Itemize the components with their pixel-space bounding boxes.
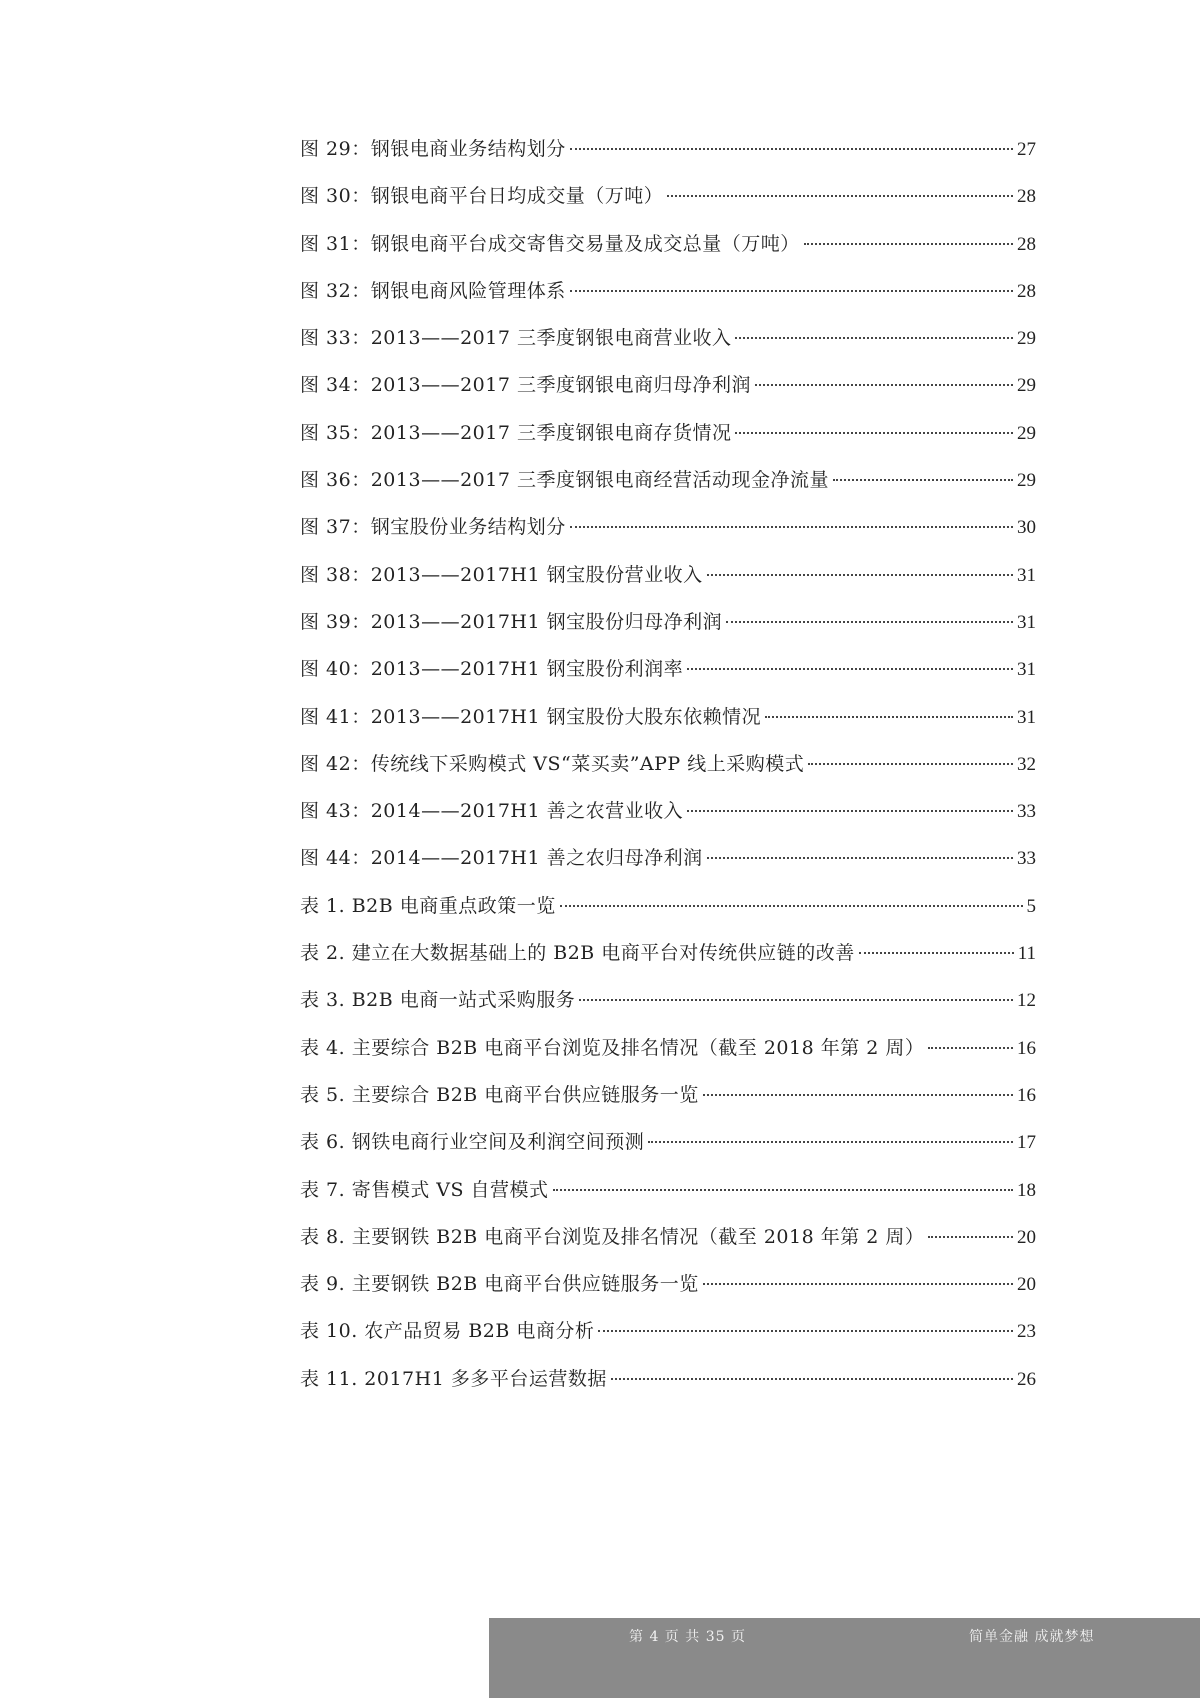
- toc-dot-leader: [579, 999, 1013, 1001]
- toc-entry[interactable]: [300, 325, 1036, 372]
- toc-entry-label: 图 32：钢银电商风险管理体系: [300, 279, 566, 302]
- toc-entry-page-number: 12: [1017, 990, 1036, 1012]
- toc-entry[interactable]: [300, 1366, 1036, 1413]
- toc-entry-label: 图 36：2013——2017 三季度钢银电商经营活动现金净流量: [300, 469, 829, 492]
- toc-dot-leader: [808, 763, 1013, 765]
- toc-entry-page-number: 26: [1017, 1368, 1036, 1390]
- toc-entry-page-number: 28: [1017, 280, 1036, 302]
- toc-entry-page-number: 29: [1017, 328, 1036, 350]
- toc-dot-leader: [667, 195, 1013, 197]
- toc-entry[interactable]: [300, 562, 1036, 609]
- toc-entry-page-number: 28: [1017, 186, 1036, 208]
- toc-entry-label: 表 9. 主要钢铁 B2B 电商平台供应链服务一览: [300, 1273, 699, 1296]
- toc-entry-label: 图 44：2014——2017H1 善之农归母净利润: [300, 847, 703, 870]
- toc-entry-label: 表 6. 钢铁电商行业空间及利润空间预测: [300, 1131, 645, 1154]
- toc-dot-leader: [765, 716, 1013, 718]
- toc-entry-label: 图 33：2013——2017 三季度钢银电商营业收入: [300, 327, 732, 350]
- toc-entry[interactable]: [300, 372, 1036, 419]
- toc-entry-label: 图 31：钢银电商平台成交寄售交易量及成交总量（万吨）: [300, 232, 800, 255]
- toc-entry[interactable]: [300, 1129, 1036, 1176]
- toc-dot-leader: [833, 479, 1013, 481]
- toc-dot-leader: [703, 1283, 1013, 1285]
- toc-entry-label: 图 37：钢宝股份业务结构划分: [300, 516, 566, 539]
- toc-dot-leader: [928, 1236, 1013, 1238]
- toc-dot-leader: [703, 1094, 1013, 1096]
- toc-entry-page-number: 31: [1017, 706, 1036, 728]
- toc-dot-leader: [598, 1330, 1013, 1332]
- toc-entry-page-number: 33: [1017, 801, 1036, 823]
- toc-entry[interactable]: [300, 987, 1036, 1034]
- toc-entry-page-number: 31: [1017, 611, 1036, 633]
- toc-entry[interactable]: [300, 751, 1036, 798]
- toc-entry-label: 表 2. 建立在大数据基础上的 B2B 电商平台对传统供应链的改善: [300, 942, 855, 965]
- toc-entry-label: 表 3. B2B 电商一站式采购服务: [300, 989, 576, 1012]
- toc-dot-leader: [726, 621, 1013, 623]
- toc-entry-label: 图 42：传统线下采购模式 VS“菜买卖”APP 线上采购模式: [300, 752, 805, 775]
- toc-dot-leader: [570, 290, 1013, 292]
- toc-dot-leader: [687, 668, 1013, 670]
- toc-entry[interactable]: [300, 514, 1036, 561]
- toc-dot-leader: [687, 810, 1013, 812]
- toc-entry-page-number: 29: [1017, 470, 1036, 492]
- toc-entry-page-number: 16: [1017, 1084, 1036, 1106]
- toc-entry[interactable]: [300, 656, 1036, 703]
- toc-entry-label: 图 39：2013——2017H1 钢宝股份归母净利润: [300, 610, 723, 633]
- toc-entry-page-number: 32: [1017, 753, 1036, 775]
- toc-dot-leader: [859, 952, 1014, 954]
- toc-entry[interactable]: [300, 940, 1036, 987]
- toc-entry-page-number: 29: [1017, 422, 1036, 444]
- toc-entry[interactable]: [300, 1271, 1036, 1318]
- toc-dot-leader: [735, 337, 1013, 339]
- toc-dot-leader: [611, 1378, 1013, 1380]
- toc-entry-label: 表 7. 寄售模式 VS 自营模式: [300, 1178, 549, 1201]
- toc-entry-label: 表 8. 主要钢铁 B2B 电商平台浏览及排名情况（截至 2018 年第 2 周）: [300, 1225, 925, 1248]
- toc-entry-label: 表 10. 农产品贸易 B2B 电商分析: [300, 1320, 595, 1343]
- toc-entry-label: 表 11. 2017H1 多多平台运营数据: [300, 1367, 607, 1390]
- table-of-contents: [300, 136, 1036, 1413]
- toc-entry-label: 表 1. B2B 电商重点政策一览: [300, 894, 556, 917]
- toc-entry-label: 图 43：2014——2017H1 善之农营业收入: [300, 800, 684, 823]
- toc-dot-leader: [804, 243, 1013, 245]
- page-footer: [489, 1618, 1200, 1698]
- toc-entry-page-number: 31: [1017, 659, 1036, 681]
- toc-entry-page-number: 20: [1017, 1274, 1036, 1296]
- toc-dot-leader: [570, 148, 1013, 150]
- toc-entry-label: 图 30：钢银电商平台日均成交量（万吨）: [300, 185, 664, 208]
- toc-entry-label: 表 4. 主要综合 B2B 电商平台浏览及排名情况（截至 2018 年第 2 周）: [300, 1036, 925, 1059]
- toc-dot-leader: [755, 384, 1013, 386]
- toc-entry[interactable]: [300, 136, 1036, 183]
- toc-entry-page-number: 20: [1017, 1226, 1036, 1248]
- toc-entry-page-number: 11: [1017, 943, 1036, 965]
- toc-dot-leader: [553, 1189, 1013, 1191]
- toc-entry-page-number: 16: [1017, 1037, 1036, 1059]
- toc-entry[interactable]: [300, 278, 1036, 325]
- toc-entry[interactable]: [300, 1224, 1036, 1271]
- toc-entry[interactable]: [300, 420, 1036, 467]
- toc-dot-leader: [707, 857, 1013, 859]
- toc-dot-leader: [648, 1141, 1013, 1143]
- toc-entry[interactable]: [300, 798, 1036, 845]
- toc-entry[interactable]: [300, 1035, 1036, 1082]
- toc-entry[interactable]: [300, 609, 1036, 656]
- toc-entry[interactable]: [300, 1177, 1036, 1224]
- toc-entry-page-number: 27: [1017, 139, 1036, 160]
- toc-entry-page-number: 33: [1017, 848, 1036, 870]
- toc-entry[interactable]: [300, 845, 1036, 892]
- toc-dot-leader: [570, 526, 1013, 528]
- toc-entry-page-number: 30: [1017, 517, 1036, 539]
- toc-entry-page-number: 5: [1026, 895, 1036, 917]
- toc-entry-label: 图 29：钢银电商业务结构划分: [300, 138, 566, 160]
- toc-dot-leader: [735, 432, 1013, 434]
- toc-dot-leader: [560, 905, 1023, 907]
- toc-entry[interactable]: [300, 183, 1036, 230]
- toc-entry-label: 图 40：2013——2017H1 钢宝股份利润率: [300, 658, 684, 681]
- toc-dot-leader: [707, 574, 1013, 576]
- toc-entry-page-number: 31: [1017, 564, 1036, 586]
- footer-slogan: 简单金融 成就梦想: [969, 1629, 1095, 1645]
- toc-dot-leader: [928, 1047, 1013, 1049]
- toc-entry-page-number: 18: [1017, 1179, 1036, 1201]
- toc-entry-page-number: 17: [1017, 1132, 1036, 1154]
- toc-entry[interactable]: [300, 704, 1036, 751]
- toc-entry-page-number: 29: [1017, 375, 1036, 397]
- toc-entry[interactable]: [300, 231, 1036, 278]
- toc-entry-label: 图 34：2013——2017 三季度钢银电商归母净利润: [300, 374, 751, 397]
- toc-entry-page-number: 28: [1017, 233, 1036, 255]
- toc-entry[interactable]: [300, 467, 1036, 514]
- toc-entry-label: 图 41：2013——2017H1 钢宝股份大股东依赖情况: [300, 705, 762, 728]
- toc-entry-page-number: 23: [1017, 1321, 1036, 1343]
- toc-entry-label: 图 38：2013——2017H1 钢宝股份营业收入: [300, 563, 703, 586]
- toc-entry-label: 表 5. 主要综合 B2B 电商平台供应链服务一览: [300, 1083, 699, 1106]
- toc-entry-label: 图 35：2013——2017 三季度钢银电商存货情况: [300, 421, 732, 444]
- toc-entry[interactable]: [300, 1318, 1036, 1365]
- toc-entry[interactable]: [300, 1082, 1036, 1129]
- footer-page-number: 第 4 页 共 35 页: [629, 1629, 746, 1645]
- toc-entry[interactable]: [300, 893, 1036, 940]
